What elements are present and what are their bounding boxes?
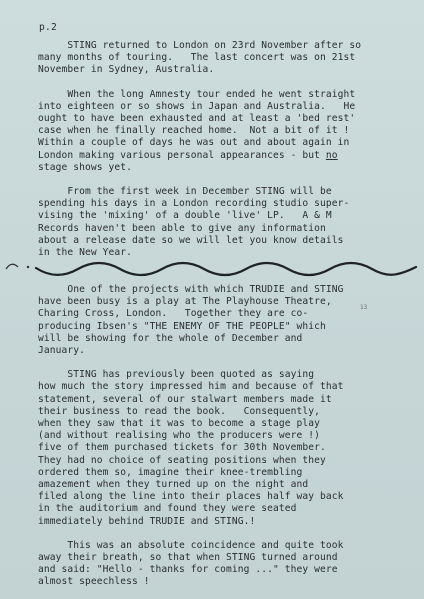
text-line: stage shows yet. xyxy=(38,161,133,173)
text-line: have been busy is a play at The Playhouse Theatre, xyxy=(38,296,332,308)
text-line: their business to read the book. Consequently, xyxy=(38,405,321,417)
text-line: Charing Cross, London. Together they are co- xyxy=(38,308,309,320)
text-line: (and without realising who the producers were !) xyxy=(38,430,321,442)
margin-mark: 13 xyxy=(360,304,368,311)
text-line: almost speechless ! xyxy=(38,576,150,588)
text-line: when they saw that it was to become a stage play xyxy=(38,418,321,430)
paragraph-amnesty-tour xyxy=(38,89,398,174)
text-line: November in Sydney, Australia. xyxy=(38,64,215,76)
text-line: They had no choice of seating positions when they xyxy=(38,454,326,466)
text-line: Within a couple of days he was out and about again in xyxy=(38,137,350,149)
text-line: in the auditorium and found they were seated xyxy=(38,503,297,515)
text-line: One of the projects with which TRUDIE and STING xyxy=(38,284,344,295)
page-number: p.2 xyxy=(39,22,57,33)
text-line: filed along the line into their places half way back xyxy=(38,491,344,503)
text-line: in the New Year. xyxy=(38,247,133,259)
text-line: January. xyxy=(38,345,86,357)
text-line: case when he finally reached home. Not a bit of it ! xyxy=(38,125,350,137)
paragraph-playhouse-theatre xyxy=(38,284,398,357)
text-line: amazement when they turned up on the night and xyxy=(38,479,309,491)
text-line: will be showing for the whole of December and xyxy=(38,332,303,344)
text-line: Records haven't been able to give any information xyxy=(38,222,326,234)
paragraph-coincidence xyxy=(38,540,398,589)
wavy-divider xyxy=(0,255,424,285)
paragraph-live-lp xyxy=(38,186,398,259)
text-line: From the first week in December STING will be xyxy=(38,186,332,198)
underlined-no: no xyxy=(325,149,338,161)
section-play-news xyxy=(38,284,398,589)
text-line: five of them purchased tickets for 30th November. xyxy=(38,442,326,454)
text-line: ought to have been exhausted and at least a 'bed rest' xyxy=(38,113,356,125)
text-line: into eighteen or so shows in Japan and Australia. He xyxy=(38,100,356,112)
text-line: This was an absolute coincidence and quite took xyxy=(38,539,344,551)
text-line: STING has previously been quoted as saying xyxy=(38,369,315,381)
text-line: spending his days in a London recording studio super- xyxy=(38,198,350,210)
text-line: vising the 'mixing' of a double 'live' LP. A & M xyxy=(38,210,332,222)
text-line: how much the story impressed him and because of that xyxy=(38,381,344,393)
text-line: and said: "Hello - thanks for coming ..." they were xyxy=(38,564,338,576)
text-line: STING returned to London on 23rd November after so xyxy=(38,40,362,51)
text-line: statement, several of our stalwart members made it xyxy=(38,393,332,405)
text-line: When the long Amnesty tour ended he went straight xyxy=(38,88,356,100)
text-line: away their breath, so that when STING turned around xyxy=(38,552,338,564)
text-line: many months of touring. The last concert was on 21st xyxy=(38,52,356,64)
paragraph-members-tickets xyxy=(38,369,398,528)
text-line: about a release date so we will let you know details xyxy=(38,234,344,246)
text-line: London making various personal appearances - but xyxy=(38,149,326,161)
text-line: ordered them so, imagine their knee-trembling xyxy=(38,466,303,478)
text-line: producing Ibsen's "THE ENEMY OF THE PEOPLE" which xyxy=(38,320,326,332)
text-line: immediately behind TRUDIE and STING.! xyxy=(38,515,256,527)
paragraph-return-to-london xyxy=(38,40,398,77)
section-tour-news xyxy=(38,40,398,259)
